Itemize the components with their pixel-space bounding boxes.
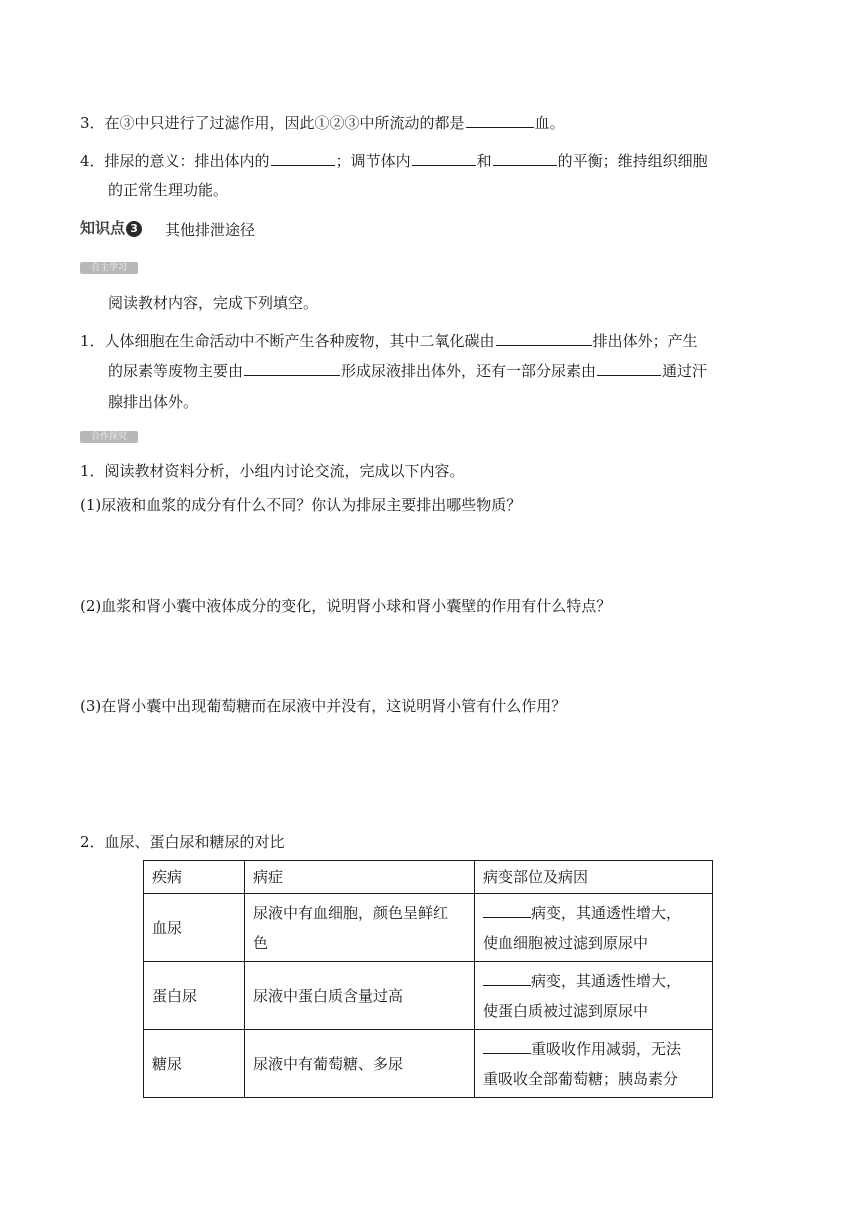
header-cell: 疾病 (144, 861, 245, 894)
knowledge-point-title: 其他排泄途径 (165, 221, 256, 239)
item-text: 通过汗 (662, 362, 708, 380)
question-3 (80, 112, 565, 133)
question-text: 排尿的意义：排出体内的 (104, 152, 270, 170)
cause-cell (475, 962, 713, 1030)
coop-item-1 (80, 461, 465, 481)
self-study-tag: 自主学习 (80, 262, 138, 274)
header-cell: 病症 (245, 861, 475, 894)
item-number: 1． (80, 332, 105, 350)
symptom-line: 色 (253, 933, 269, 952)
knowledge-point-label: 知识点 (80, 219, 126, 237)
sub-question-1: (1)尿液和血浆的成分有什么不同？你认为排尿主要排出哪些物质？ (80, 496, 522, 514)
item-text: 阅读教材资料分析，小组内讨论交流，完成以下内容。 (104, 462, 465, 480)
fill-blank[interactable] (466, 112, 534, 128)
fill-blank[interactable] (483, 902, 531, 918)
fill-item-1 (80, 330, 698, 351)
question-4-line-2: 的正常生理功能。 (108, 181, 229, 199)
fill-item-1-line-2 (108, 360, 707, 381)
fill-item-1-line-3: 腺排出体外。 (108, 393, 199, 411)
fill-blank[interactable] (597, 360, 661, 376)
fill-blank[interactable] (271, 150, 335, 166)
question-text: 血。 (534, 114, 565, 132)
item-text: 血尿、蛋白尿和糖尿的对比 (104, 833, 285, 851)
question-number: 4． (80, 152, 105, 170)
question-text: ；调节体内 (335, 152, 411, 170)
table-row (144, 962, 713, 1030)
question-text: 在③中只进行了过滤作用，因此①②③中所流动的都是 (104, 114, 465, 132)
question-text: 和 (476, 152, 492, 170)
sub-question-3: (3)在肾小囊中出现葡萄糖而在尿液中并没有，这说明肾小管有什么作用？ (80, 697, 567, 715)
fill-blank[interactable] (412, 150, 476, 166)
intro-instruction: 阅读教材内容，完成下列填空。 (108, 294, 319, 312)
header-cell: 病变部位及病因 (475, 861, 713, 894)
fill-blank[interactable] (493, 150, 557, 166)
cause-line: 使血细胞被过滤到原尿中 (483, 933, 649, 952)
fill-blank[interactable] (244, 360, 340, 376)
cause-line: 重吸收全部葡萄糖；胰岛素分 (483, 1069, 679, 1088)
disease-cell: 血尿 (144, 894, 245, 962)
symptom-cell: 尿液中有葡萄糖、多尿 (245, 1030, 475, 1098)
fill-blank[interactable] (483, 970, 531, 986)
question-text: 的平衡；维持组织细胞 (557, 152, 708, 170)
fill-blank[interactable] (483, 1038, 531, 1054)
symptom-cell: 尿液中蛋白质含量过高 (245, 962, 475, 1030)
cause-line: 使蛋白质被过滤到原尿中 (483, 1001, 649, 1020)
item-text: 排出体外；产生 (592, 332, 698, 350)
symptom-line: 尿液中有血细胞，颜色呈鲜红 (253, 903, 449, 922)
cause-cell (475, 1030, 713, 1098)
item-number: 1． (80, 462, 105, 480)
question-4 (80, 150, 708, 171)
item-number: 2． (80, 833, 105, 851)
symptom-cell (245, 894, 475, 962)
cooperative-study-tag: 合作探究 (80, 431, 138, 443)
item-text: 形成尿液排出体外，还有一部分尿素由 (341, 362, 597, 380)
item-text: 的尿素等废物主要由 (108, 362, 244, 380)
cause-line: 重吸收作用减弱，无法 (531, 1039, 682, 1058)
disease-cell: 蛋白尿 (144, 962, 245, 1030)
coop-item-2 (80, 832, 285, 852)
table-header-row (144, 861, 713, 894)
sub-question-2: (2)血浆和肾小囊中液体成分的变化，说明肾小球和肾小囊壁的作用有什么特点？ (80, 597, 612, 615)
knowledge-point-number: 3 (126, 221, 142, 237)
cause-line: 病变，其通透性增大， (531, 903, 682, 922)
cause-cell (475, 894, 713, 962)
disease-cell: 糖尿 (144, 1030, 245, 1098)
table-row (144, 894, 713, 962)
comparison-table (143, 860, 713, 1098)
table-row (144, 1030, 713, 1098)
knowledge-point-badge (80, 217, 142, 238)
fill-blank[interactable] (496, 330, 592, 346)
item-text: 人体细胞在生命活动中不断产生各种废物，其中二氧化碳由 (104, 332, 495, 350)
cause-line: 病变，其通透性增大， (531, 971, 682, 990)
question-number: 3． (80, 114, 105, 132)
